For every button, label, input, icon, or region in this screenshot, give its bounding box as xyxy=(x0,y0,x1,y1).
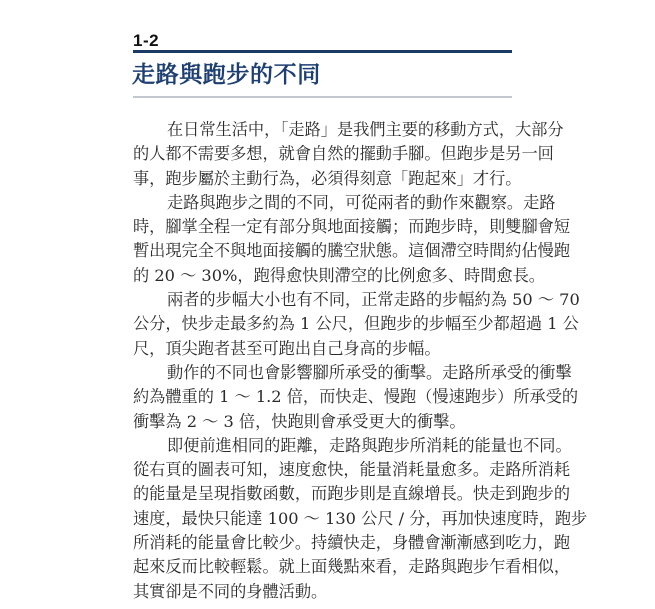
paragraph-4 xyxy=(133,361,579,434)
paragraph-5 xyxy=(133,434,588,604)
text-line: 即便前進相同的距離，走路與跑步所消耗的能量也不同。 xyxy=(167,435,572,455)
text-line: 動作的不同也會影響腳所承受的衝擊。走路所承受的衝擊 xyxy=(167,362,572,382)
text-line: 的 20 ～ 30%，跑得愈快則滯空的比例愈多、時間愈長。 xyxy=(133,265,545,285)
text-line: 所消耗的能量會比較少。持續快走，身體會漸漸感到吃力，跑 xyxy=(133,533,571,553)
body-text xyxy=(133,118,588,604)
text-line: 公分，快步走最多約為 1 公尺，但跑步的步幅至少都超過 1 公 xyxy=(133,314,579,334)
text-line: 時，腳掌全程一定有部分與地面接觸；而跑步時，則雙腳會短 xyxy=(133,217,571,237)
text-line: 衝擊為 2 ～ 3 倍，快跑則會承受更大的衝擊。 xyxy=(133,411,466,431)
text-line: 兩者的步幅大小也有不同，正常走路的步幅約為 50 ～ 70 xyxy=(167,290,580,310)
section-title: 走路與跑步的不同 xyxy=(132,62,321,88)
text-line: 尺，頂尖跑者甚至可跑出自己身高的步幅。 xyxy=(133,338,441,358)
header-rule xyxy=(133,50,512,53)
title-underline xyxy=(133,96,512,98)
text-line: 暫出現完全不與地面接觸的騰空狀態。這個滯空時間約佔慢跑 xyxy=(133,241,571,261)
text-line: 走路與跑步之間的不同，可從兩者的動作來觀察。走路 xyxy=(167,192,556,212)
text-line: 從右頁的圖表可知，速度愈快，能量消耗量愈多。走路所消耗 xyxy=(133,460,571,480)
text-line: 約為體重的 1 ～ 1.2 倍，而快走、慢跑（慢速跑步）所承受的 xyxy=(133,387,579,407)
paragraph-3 xyxy=(133,288,580,361)
text-line: 其實卻是不同的身體活動。 xyxy=(133,581,328,601)
text-line: 的能量是呈現指數函數，而跑步則是直線增長。快走到跑步的 xyxy=(133,484,571,504)
text-line: 速度，最快只能達 100 ～ 130 公尺 / 分，再加快速度時，跑步 xyxy=(133,508,588,528)
text-line: 起來反而比較輕鬆。就上面幾點來看，走路與跑步乍看相似， xyxy=(133,557,571,577)
paragraph-1 xyxy=(133,118,564,191)
text-line: 事，跑步屬於主動行為，必須得刻意「跑起來」才行。 xyxy=(133,168,522,188)
text-line: 在日常生活中，「走路」是我們主要的移動方式，大部分 xyxy=(167,120,564,139)
paragraph-2 xyxy=(133,191,571,288)
text-line: 的人都不需要多想，就會自然的擺動手腳。但跑步是另一回 xyxy=(133,144,554,164)
section-number: 1-2 xyxy=(133,31,160,50)
